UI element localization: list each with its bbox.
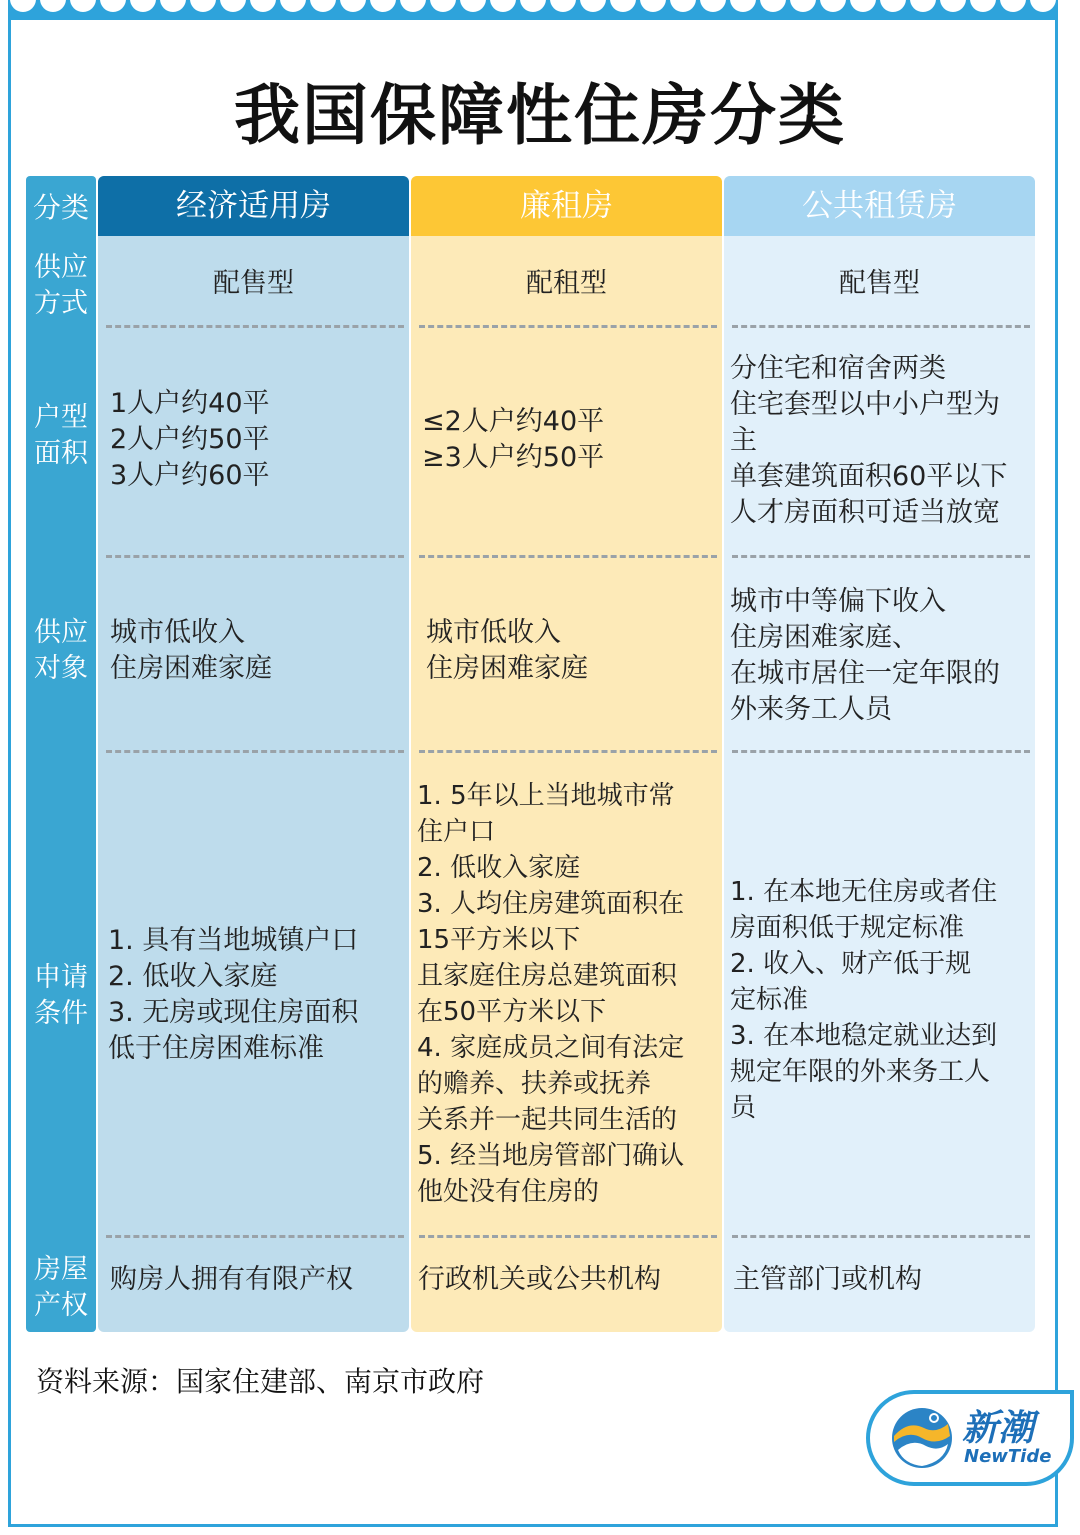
row-divider xyxy=(419,1235,717,1238)
page-title: 我国保障性住房分类 xyxy=(234,77,846,154)
row-label-category: 分类 xyxy=(32,191,89,224)
column-header-public-rental-housing: 公共租赁房 xyxy=(724,176,1035,236)
row-divider xyxy=(732,555,1030,558)
cell-supply-target: 城市低收入 住房困难家庭 xyxy=(426,617,588,684)
row-divider xyxy=(419,325,717,328)
row-divider xyxy=(106,555,404,558)
newtide-wave-icon xyxy=(890,1406,954,1470)
cell-conditions: 1. 具有当地城镇户口 2. 低收入家庭 3. 无房或现住房面积 低于住房困难标准 xyxy=(108,925,359,1064)
cell-supply-method: 配租型 xyxy=(526,268,607,299)
row-divider xyxy=(106,325,404,328)
row-label-supply-method: 供应 方式 xyxy=(34,252,88,319)
row-label-supply-target: 供应 对象 xyxy=(34,617,88,684)
cell-supply-target: 城市中等偏下收入 住房困难家庭、 在城市居住一定年限的 外来务工人员 xyxy=(730,586,1000,725)
row-divider xyxy=(419,555,717,558)
cell-unit-area: 1人户约40平 2人户约50平 3人户约60平 xyxy=(110,388,270,491)
cell-supply-method: 配售型 xyxy=(839,268,920,299)
cell-ownership: 购房人拥有有限产权 xyxy=(110,1264,353,1295)
cell-supply-target: 城市低收入 住房困难家庭 xyxy=(110,617,272,684)
row-label-bar xyxy=(26,176,96,1332)
cell-ownership: 行政机关或公共机构 xyxy=(418,1264,661,1295)
column-economy-housing xyxy=(98,176,409,1332)
row-label-conditions: 申请 条件 xyxy=(34,962,88,1029)
logo-name-cn: 新潮 xyxy=(962,1408,1035,1449)
row-divider xyxy=(419,750,717,753)
source-note: 资料来源：国家住建部、南京市政府 xyxy=(36,1365,485,1398)
cell-unit-area: ≤2人户约40平 ≥3人户约50平 xyxy=(422,406,605,473)
column-header-economy-housing: 经济适用房 xyxy=(98,176,409,236)
cell-ownership: 主管部门或机构 xyxy=(733,1264,922,1295)
column-header-low-rent-housing: 廉租房 xyxy=(411,176,722,236)
column-public-rental-housing xyxy=(724,176,1035,1332)
row-divider xyxy=(732,750,1030,753)
cell-unit-area: 分住宅和宿舍两类 住宅套型以中小户型为 主 单套建筑面积60平以下 人才房面积可适当放宽 xyxy=(730,353,1008,528)
cell-conditions: 1. 5年以上当地城市常 住户口 2. 低收入家庭 3. 人均住房建筑面积在 15平方米以下 且家庭住房总建筑面积 在50平方米以下 4. 家庭成员之间有法定 的赡养、扶养或抚养 关系并一起共同生活的 5. 经当地房管部门确认 他处没有住房的 xyxy=(417,781,685,1207)
row-label-unit-area: 户型 面积 xyxy=(34,402,88,469)
logo-name-en: NewTide xyxy=(964,1446,1052,1467)
newtide-logo xyxy=(866,1390,1074,1486)
row-divider xyxy=(106,1235,404,1238)
row-label-ownership: 房屋 产权 xyxy=(34,1254,88,1321)
cell-conditions: 1. 在本地无住房或者住 房面积低于规定标准 2. 收入、财产低于规 定标准 3. 在本地稳定就业达到 规定年限的外来务工人 员 xyxy=(730,877,998,1123)
scalloped-top-border xyxy=(8,0,1058,20)
cell-supply-method: 配售型 xyxy=(213,268,294,299)
row-divider xyxy=(732,325,1030,328)
row-divider xyxy=(732,1235,1030,1238)
row-divider xyxy=(106,750,404,753)
